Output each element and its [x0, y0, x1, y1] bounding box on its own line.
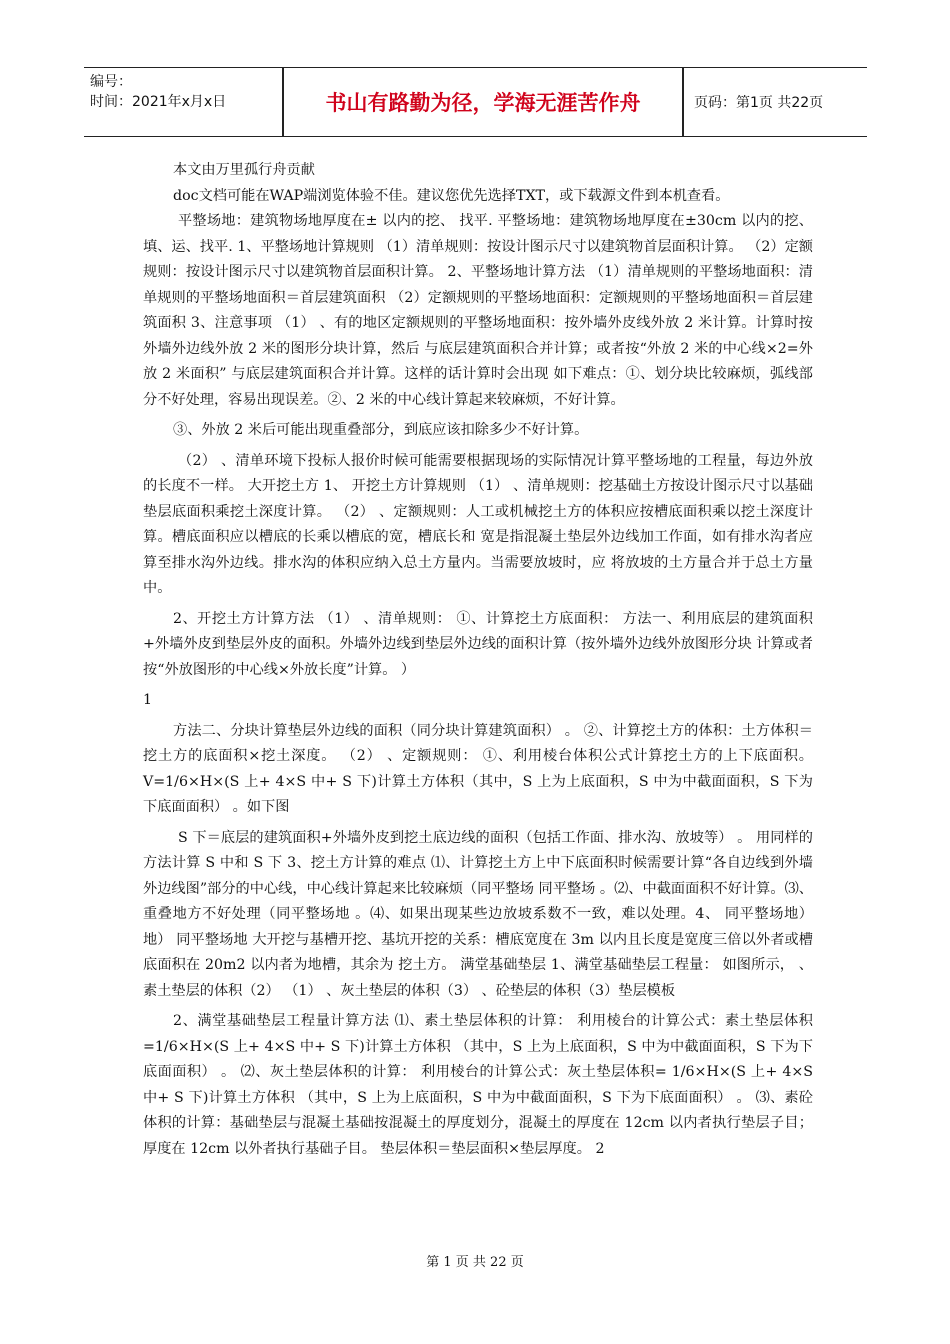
header-meta	[90, 72, 226, 112]
paragraph: doc文档可能在WAP端浏览体验不佳。建议您优先选择TXT，或下载源文件到本机查看。	[173, 187, 730, 204]
paragraph: 本文由万里孤行舟贡献	[173, 162, 315, 178]
paragraph: 平整场地：建筑物场地厚度在± 以内的挖、 找平. 平整场地：建筑物场地厚度在±30cm 以内的挖、填、运、找平. 1、平整场地计算规则 （1）清单规则：按设计图示尺寸以建筑物首层面积计算。 （2）定额规则：按设计图示尺寸以建筑物首层面积计算。 2、平整场地计算方法 （1）清单规则的平整场地面积：清单规则的平整场地面积＝首层建筑面积 （2）定额规则的平整场地面积：定额规则的平整场地面积＝首层建筑面积 3、注意事项 （1） 、有的地区定额规则的平整场地面积：按外墙外皮线外放 2 米计算。计算时按外墙外边线外放 2 米的图形分块计算，然后 与底层建筑面积合并计算；或者按“外放 2 米的中心线×2=外放 2 米面积” 与底层建筑面积合并计算。这样的话计算时会出现 如下难点：①、划分块比较麻烦，弧线部分不好处理，容易出现误差。②、2 米的中心线计算起来较麻烦，不好计算。	[143, 213, 813, 408]
page-header	[84, 67, 867, 137]
paragraph: 2、开挖土方计算方法 （1） 、清单规则： ①、计算挖土方底面积： 方法一、利用底层的建筑面积+外墙外皮到垫层外皮的面积。外墙外边线到垫层外边线的面积计算（按外墙外边线外放图形分块 计算或者按“外放图形的中心线×外放长度”计算。 ）	[143, 610, 813, 678]
header-motto: 书山有路勤为径，学海无涯苦作舟	[325, 91, 641, 115]
document-number: 编号：	[90, 74, 132, 90]
paragraph: （2） 、清单环境下投标人报价时候可能需要根据现场的实际情况计算平整场地的工程量，每边外放的长度不一样。 大开挖土方 1、 开挖土方计算规则 （1） 、清单规则：挖基础土方按设计图示尺寸以基础垫层底面积乘挖土深度计算。 （2） 、定额规则：人工或机械挖土方的体积应按槽底面积乘以挖土深度计算。槽底面积应以槽底的长乘以槽底的宽，槽底长和 宽是指混凝土垫层外边线加工作面，如有排水沟者应算至排水沟外边线。排水沟的体积应纳入总土方量内。当需要放坡时，应 将放坡的土方量合并于总土方量中。	[143, 452, 813, 596]
document-date: 时间：2021年x月x日	[90, 94, 227, 110]
paragraph: ③、外放 2 米后可能出现重叠部分，到底应该扣除多少不好计算。	[173, 422, 589, 438]
page-marker: 1	[143, 692, 153, 708]
header-page-info: 页码：第1页 共22页	[694, 95, 824, 111]
page-footer: 第 1 页 共 22 页	[426, 1255, 524, 1270]
paragraph: 2、满堂基础垫层工程量计算方法 ⑴、素土垫层体积的计算： 利用棱台的计算公式：素土垫层体积=1/6×H×(S 上+ 4×S 中+ S 下)计算土方体积 （其中，S 上为上底面积，S 中为中截面面积，S 下为下底面面积） 。 ⑵、灰土垫层体积的计算： 利用棱台的计算公式：灰土垫层体积= 1/6×H×(S 上+ 4×S 中+ S 下)计算土方体积 （其中，S 上为上底面积，S 中为中截面面积，S 下为下底面面积） 。 ⑶、素砼体积的计算：基础垫层与混凝土基础按混凝土的厚度划分，混凝土的厚度在 12cm 以内者执行垫层子目；厚度在 12cm 以外者执行基础子目。 垫层体积＝垫层面积×垫层厚度。 2	[143, 1013, 813, 1157]
header-divider	[682, 68, 684, 136]
paragraph: S 下＝底层的建筑面积+外墙外皮到挖土底边线的面积（包括工作面、排水沟、放坡等） 。 用同样的方法计算 S 中和 S 下 3、挖土方计算的难点 ⑴、计算挖土方上中下底面积时候需要计算“各自边线到外墙外边线图”部分的中心线，中心线计算起来比较麻烦（同平整场 同平整场 。⑵、中截面面积不好计算。⑶、重叠地方不好处理（同平整场地 。⑷、如果出现某些边放坡系数不一致，难以处理。4、 同平整场地） 地） 同平整场地 大开挖与基槽开挖、基坑开挖的关系：槽底宽度在 3m 以内且长度是宽度三倍以外者或槽底面积在 20m2 以内者为地槽，其余为 挖土方。 满堂基础垫层 1、满堂基础垫层工程量： 如图所示， 、素土垫层的体积（2） （1） 、灰土垫层的体积（3） 、砼垫层的体积（3）垫层模板	[143, 829, 813, 999]
paragraph: 方法二、分块计算垫层外边线的面积（同分块计算建筑面积） 。 ②、计算挖土方的体积：土方体积＝挖土方的底面积×挖土深度。 （2） 、定额规则： ①、利用棱台体积公式计算挖土方的上下底面积。 V=1/6×H×(S 上+ 4×S 中+ S 下)计算土方体积（其中，S 上为上底面积，S 中为中截面面积，S 下为下底面面积） 。如下图	[143, 722, 813, 815]
document-body	[143, 158, 813, 1162]
